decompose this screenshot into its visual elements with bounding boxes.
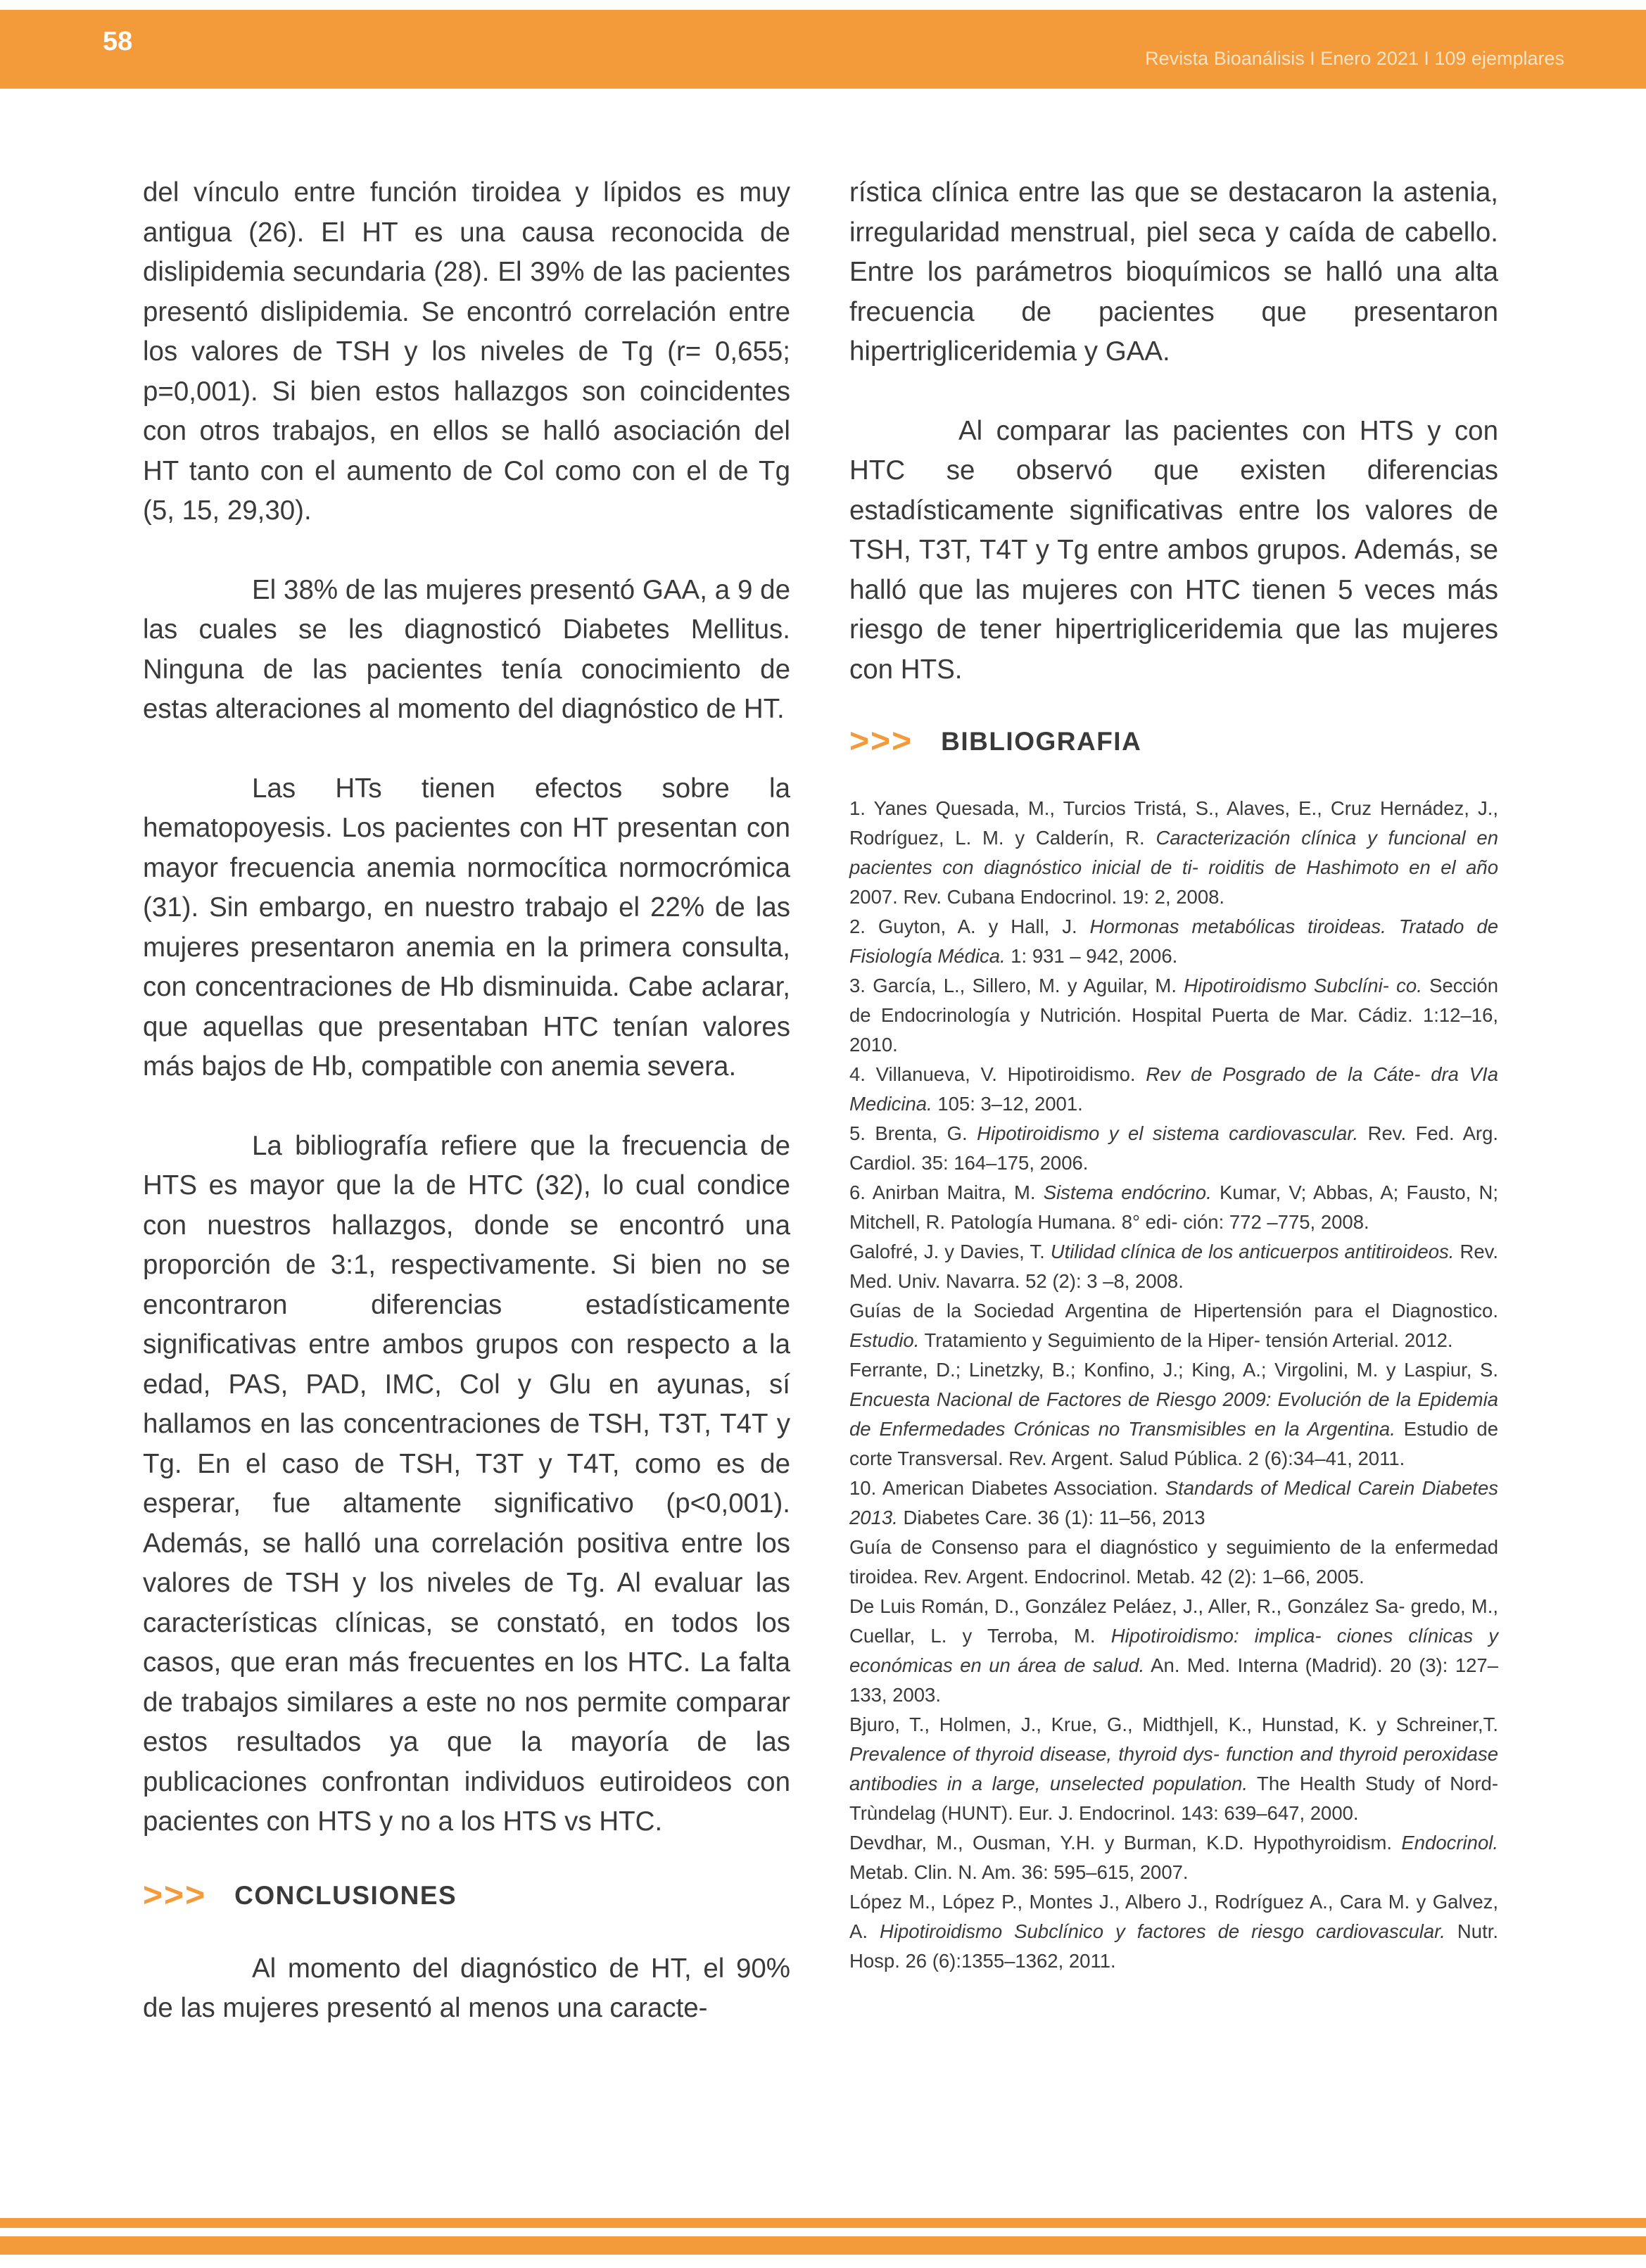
reference-text: 105: 3–12, 2001. — [932, 1093, 1083, 1115]
reference-title: Sistema endócrino. — [1043, 1181, 1212, 1203]
section-title: BIBLIOGRAFIA — [941, 727, 1142, 756]
reference-text: 2007. Rev. Cubana Endocrinol. 19: 2, 2008. — [849, 886, 1225, 908]
footer-rule — [0, 2218, 1646, 2228]
body-paragraph: rística clínica entre las que se destacaron la astenia, irregularidad menstrual, piel seca y caída de cabello. Entre los parámetros bioquímicos se halló una alta frecuencia de pacientes que presentaron hipertrigliceridemia y GAA. — [849, 177, 1498, 367]
reference-title: Endocrinol. — [1401, 1832, 1498, 1854]
bibliografia-heading — [849, 722, 1498, 761]
reference-list — [849, 794, 1498, 1976]
reference-title: Hipotiroidismo Subclínico y factores de riesgo cardiovascular. — [879, 1920, 1445, 1942]
body-paragraph: Las HTs tienen efectos sobre la hematopoyesis. Los pacientes con HT presentan con mayor frecuencia anemia normocítica normocrómica (31). Sin embargo, en nuestro trabajo el 22% de las mujeres presentaron anemia en la primera consulta, con concentraciones de Hb disminuida. Cabe aclarar, que aquellas que presentaban HTC tenían valores más bajos de Hb, compatible con anemia severa. — [143, 773, 790, 1082]
reference-item — [849, 1296, 1498, 1355]
reference-title: Utilidad clínica de los anticuerpos antitiroideos. — [1050, 1241, 1455, 1262]
reference-title: Rev de Posgrado de la Cáte- dra VIa Medicina. — [849, 1063, 1498, 1115]
reference-text: Guía de Consenso para el diagnóstico y seguimiento de la enfermedad tiroidea. Rev. Argent. Endocrinol. Metab. 42 (2): 1–66, 2005. — [849, 1536, 1498, 1588]
reference-text: 2. Guyton, A. y Hall, J. — [849, 916, 1090, 937]
body-paragraph: El 38% de las mujeres presentó GAA, a 9 de las cuales se les diagnosticó Diabetes Mellitus. Ninguna de las pacientes tenía conocimiento de estas alteraciones al momento del diagnóstico de HT. — [143, 574, 790, 724]
conclusiones-heading — [143, 1876, 790, 1915]
reference-text: 1. Yanes Quesada, M., Turcios Tristá, S., Alaves, E., Cruz Hernádez, J., Rodríguez, L. M. y Calderín, R. — [849, 797, 1498, 849]
reference-text: 10. American Diabetes Association. — [849, 1477, 1165, 1499]
reference-item — [849, 1237, 1498, 1296]
publication-info: Revista Bioanálisis I Enero 2021 I 109 ejemplares — [1145, 48, 1564, 69]
reference-text: Devdhar, M., Ousman, Y.H. y Burman, K.D. Hypothyroidism. — [849, 1832, 1402, 1854]
page-number: 58 — [103, 27, 133, 56]
reference-title: Hipotiroidismo: implica- ciones clínicas y económicas en un área de salud. — [849, 1625, 1498, 1676]
reference-text: 1: 931 – 942, 2006. — [1005, 945, 1178, 967]
reference-item — [849, 794, 1498, 912]
reference-text: Ferrante, D.; Linetzky, B.; Konfino, J.; King, A.; Virgolini, M. y Laspiur, S. — [849, 1359, 1498, 1381]
reference-item — [849, 1710, 1498, 1828]
reference-item — [849, 1592, 1498, 1710]
reference-text: López M., López P., Montes J., Albero J., Rodríguez A., Cara M. y Galvez, A. — [849, 1891, 1498, 1942]
reference-item — [849, 1474, 1498, 1533]
reference-text: Estudio de corte Transversal. Rev. Argent. Salud Pública. 2 (6):34–41, 2011. — [849, 1418, 1498, 1469]
reference-item — [849, 1060, 1498, 1119]
reference-title: Hormonas metabólicas tiroideas. Tratado de Fisiología Médica. — [849, 916, 1498, 967]
reference-text: Diabetes Care. 36 (1): 11–56, 2013 — [897, 1507, 1205, 1528]
reference-title: Estudio. — [849, 1329, 920, 1351]
reference-item — [849, 971, 1498, 1060]
reference-item — [849, 912, 1498, 971]
reference-text: Tratamiento y Seguimiento de la Hiper- tensión Arterial. 2012. — [919, 1329, 1453, 1351]
body-paragraph: La bibliografía refiere que la frecuencia de HTS es mayor que la de HTC (32), lo cual condice con nuestros hallazgos, donde se encontró una proporción de 3:1, respectivamente. Si bien no se encontraron diferencias estadísticamente significativas entre ambos grupos con respecto a la edad, PAS, PAD, IMC, Col y Glu en ayunas, sí hallamos en las concentraciones de TSH, T3T, T4T y Tg. En el caso de TSH, T3T y T4T, como es de esperar, fue altamente significativo (p<0,001). Además, se halló una correlación positiva entre los valores de TSH y los niveles de Tg. Al evaluar las características clínicas, se constató, en todos los casos, que eran más frecuentes en los HTC. La falta de trabajos similares a este no nos permite comparar estos resultados ya que la mayoría de las publicaciones confrontan individuos eutiroideos con pacientes con HTS y no a los HTS vs HTC. — [143, 1130, 790, 1837]
reference-item — [849, 1828, 1498, 1887]
reference-title: Prevalence of thyroid disease, thyroid dys- function and thyroid peroxidase antibodies in a large, unselected population. — [849, 1743, 1498, 1794]
reference-title: Hipotiroidismo y el sistema cardiovascular. — [977, 1122, 1359, 1144]
reference-text: 4. Villanueva, V. Hipotiroidismo. — [849, 1063, 1146, 1085]
section-title: CONCLUSIONES — [234, 1880, 457, 1910]
header-bar — [0, 10, 1646, 89]
reference-item — [849, 1119, 1498, 1178]
reference-text: 3. García, L., Sillero, M. y Aguilar, M. — [849, 975, 1184, 996]
reference-text: Rev. Med. Univ. Navarra. 52 (2): 3 –8, 2008. — [849, 1241, 1498, 1292]
body-paragraph: Al comparar las pacientes con HTS y con HTC se observó que existen diferencias estadísticamente significativas entre los valores de TSH, T3T, T4T y Tg entre ambos grupos. Además, se halló que las mujeres con HTC tienen 5 veces más riesgo de tener hipertrigliceridemia que las mujeres con HTS. — [849, 415, 1498, 685]
body-paragraph: Al momento del diagnóstico de HT, el 90% de las mujeres presentó al menos una caracte- — [143, 1953, 790, 2023]
reference-text: Kumar, V; Abbas, A; Fausto, N; Mitchell, R. Patología Humana. 8° edi- ción: 772 –775, 2008. — [849, 1181, 1498, 1233]
reference-text: Galofré, J. y Davies, T. — [849, 1241, 1051, 1262]
reference-text: Sección de Endocrinología y Nutrición. Hospital Puerta de Mar. Cádiz. 1:12–16, 2010. — [849, 975, 1498, 1056]
reference-text: De Luis Román, D., González Peláez, J., Aller, R., González Sa- gredo, M., Cuellar, L. y Terroba, M. — [849, 1595, 1498, 1647]
reference-text: Guías de la Sociedad Argentina de Hipertensión para el Diagnostico. — [849, 1300, 1498, 1322]
reference-text: Nutr. Hosp. 26 (6):1355–1362, 2011. — [849, 1920, 1498, 1972]
left-column — [143, 173, 790, 2029]
footer-rule — [0, 2236, 1646, 2255]
reference-text: Bjuro, T., Holmen, J., Krue, G., Midthjell, K., Hunstad, K. y Schreiner,T. — [849, 1713, 1498, 1735]
reference-title: Standards of Medical Carein Diabetes 2013. — [849, 1477, 1498, 1528]
reference-item — [849, 1533, 1498, 1592]
reference-text: An. Med. Interna (Madrid). 20 (3): 127–133, 2003. — [849, 1654, 1498, 1706]
reference-title: Hipotiroidismo Subclíni- co. — [1184, 975, 1422, 996]
chevron-right-icon: >>> — [849, 723, 913, 760]
reference-text: Rev. Fed. Arg. Cardiol. 35: 164–175, 2006. — [849, 1122, 1498, 1174]
reference-text: The Health Study of Nord- Trùndelag (HUNT). Eur. J. Endocrinol. 143: 639–647, 2000. — [849, 1773, 1498, 1824]
reference-title: Caracterización clínica y funcional en pacientes con diagnóstico inicial de ti- roiditis de Hashimoto en el año — [849, 827, 1498, 878]
body-paragraph: del vínculo entre función tiroidea y lípidos es muy antigua (26). El HT es una causa reconocida de dislipidemia secundaria (28). El 39% de las pacientes presentó dislipidemia. Se encontró correlación entre los valores de TSH y los niveles de Tg (r= 0,655; p=0,001). Si bien estos hallazgos son coincidentes con otros trabajos, en ellos se halló asociación del HT tanto con el aumento de Col como con el de Tg (5, 15, 29,30). — [143, 177, 790, 526]
reference-text: Metab. Clin. N. Am. 36: 595–615, 2007. — [849, 1861, 1189, 1883]
reference-item — [849, 1178, 1498, 1237]
right-column — [849, 173, 1498, 1976]
reference-text: 5. Brenta, G. — [849, 1122, 977, 1144]
reference-item — [849, 1355, 1498, 1474]
reference-text: 6. Anirban Maitra, M. — [849, 1181, 1044, 1203]
reference-title: Encuesta Nacional de Factores de Riesgo 2009: Evolución de la Epidemia de Enfermedades Crónicas no Transmisibles en la Argentina. — [849, 1388, 1498, 1440]
chevron-right-icon: >>> — [143, 1876, 207, 1914]
reference-item — [849, 1887, 1498, 1976]
